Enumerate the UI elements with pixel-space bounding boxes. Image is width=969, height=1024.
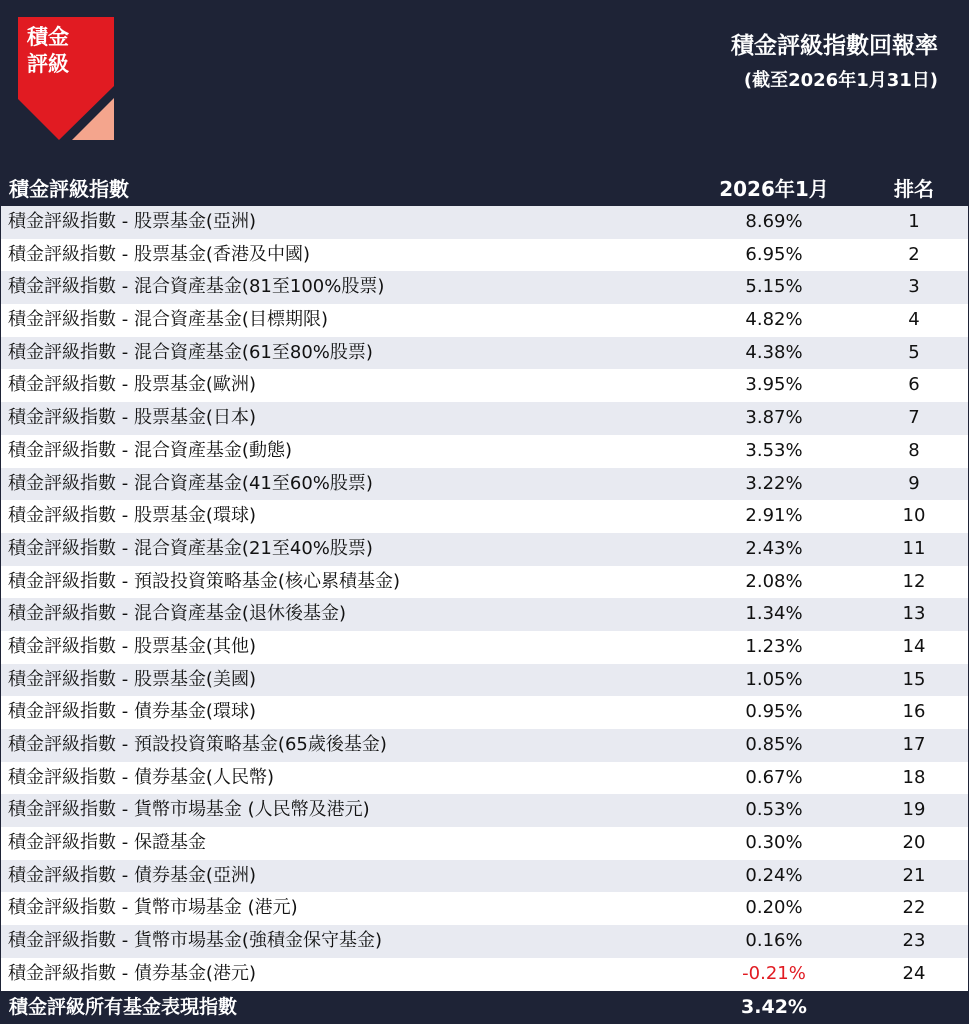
index-rank: 14 — [902, 635, 926, 657]
index-name: 積金評級指數 - 債券基金(環球) — [8, 701, 256, 723]
index-return: 1.05% — [745, 668, 803, 690]
title-block — [731, 29, 938, 96]
index-return: 2.91% — [745, 505, 803, 527]
table-row — [1, 925, 968, 958]
index-rank: 9 — [908, 472, 920, 494]
index-return: 6.95% — [745, 243, 803, 265]
index-name: 積金評級指數 - 混合資產基金(目標期限) — [8, 309, 328, 331]
index-name: 積金評級指數 - 股票基金(歐洲) — [8, 374, 256, 396]
footer-index-name: 積金評級所有基金表現指數 — [9, 996, 238, 1018]
index-rank: 24 — [902, 962, 926, 984]
mpf-ratings-logo — [18, 1, 114, 143]
index-return: 0.20% — [745, 897, 803, 919]
table-row — [1, 729, 968, 762]
table-row — [1, 631, 968, 664]
index-name: 積金評級指數 - 預設投資策略基金(核心累積基金) — [8, 570, 400, 592]
index-rank: 4 — [908, 309, 920, 331]
index-return: -0.21% — [742, 962, 806, 984]
index-return: 3.53% — [745, 439, 803, 461]
index-name: 積金評級指數 - 混合資產基金(動態) — [8, 439, 292, 461]
index-return: 3.87% — [745, 407, 803, 429]
table-row — [1, 696, 968, 729]
index-name: 積金評級指數 - 混合資產基金(41至60%股票) — [8, 472, 373, 494]
table-row — [1, 566, 968, 599]
table-row — [1, 468, 968, 501]
table-row — [1, 304, 968, 337]
index-rank: 13 — [902, 603, 926, 625]
index-name: 積金評級指數 - 債券基金(港元) — [8, 962, 256, 984]
index-name: 積金評級指數 - 混合資產基金(61至80%股票) — [8, 341, 373, 363]
index-name: 積金評級指數 - 股票基金(其他) — [8, 635, 256, 657]
table-row — [1, 533, 968, 566]
column-header-month: 2026年1月 — [719, 177, 829, 201]
index-return: 4.82% — [745, 309, 803, 331]
table-row — [1, 369, 968, 402]
index-return: 0.53% — [745, 799, 803, 821]
index-name: 積金評級指數 - 股票基金(美國) — [8, 668, 256, 690]
logo-text-line2: 評級 — [27, 52, 69, 76]
index-rank: 2 — [908, 243, 920, 265]
index-return: 2.43% — [745, 537, 803, 559]
index-name: 積金評級指數 - 股票基金(亞洲) — [8, 211, 256, 232]
index-name: 積金評級指數 - 貨幣市場基金 (港元) — [8, 897, 298, 919]
index-return: 5.15% — [745, 276, 803, 298]
table-row — [1, 435, 968, 468]
index-name: 積金評級指數 - 債券基金(亞洲) — [8, 864, 256, 886]
table-row — [1, 892, 968, 925]
table-row — [1, 762, 968, 795]
index-rank: 18 — [902, 766, 926, 788]
column-header-rank: 排名 — [894, 177, 934, 201]
table-row — [1, 206, 968, 239]
index-rank: 3 — [908, 276, 920, 298]
table-row — [1, 664, 968, 697]
index-rank: 21 — [902, 864, 926, 886]
index-rank: 7 — [908, 407, 920, 429]
index-name: 積金評級指數 - 貨幣市場基金(強積金保守基金) — [8, 930, 382, 952]
table-row — [1, 860, 968, 893]
table-footer — [1, 991, 968, 1023]
index-name: 積金評級指數 - 預設投資策略基金(65歲後基金) — [8, 734, 387, 755]
table-body — [1, 206, 968, 991]
table-row — [1, 271, 968, 304]
index-rank: 23 — [902, 930, 926, 952]
index-name: 積金評級指數 - 股票基金(日本) — [8, 407, 256, 429]
index-return: 0.95% — [745, 701, 803, 723]
index-rank: 16 — [902, 701, 926, 723]
table-row — [1, 958, 968, 991]
index-return: 3.22% — [745, 472, 803, 494]
table-row — [1, 827, 968, 860]
page-title: 積金評級指數回報率 — [731, 33, 938, 59]
table-row — [1, 337, 968, 370]
index-rank: 19 — [902, 799, 926, 821]
table-row — [1, 794, 968, 827]
index-rank: 15 — [902, 668, 926, 690]
table-row — [1, 402, 968, 435]
table-row — [1, 500, 968, 533]
footer-index-return: 3.42% — [741, 996, 807, 1018]
index-return: 1.34% — [745, 603, 803, 625]
index-return: 1.23% — [745, 635, 803, 657]
index-rank: 20 — [902, 832, 926, 854]
index-return: 2.08% — [745, 570, 803, 592]
index-rank: 1 — [908, 211, 920, 232]
header-banner — [1, 1, 968, 172]
table-header — [1, 172, 968, 206]
index-return: 3.95% — [745, 374, 803, 396]
index-name: 積金評級指數 - 股票基金(環球) — [8, 505, 256, 527]
index-rank: 12 — [902, 570, 926, 592]
logo-text-line1: 積金 — [27, 25, 69, 49]
index-rank: 6 — [908, 374, 920, 396]
index-name: 積金評級指數 - 貨幣市場基金 (人民幣及港元) — [8, 799, 370, 821]
index-return: 8.69% — [745, 211, 803, 232]
index-name: 積金評級指數 - 股票基金(香港及中國) — [8, 243, 310, 265]
table-row — [1, 239, 968, 272]
index-return: 4.38% — [745, 341, 803, 363]
index-return: 0.85% — [745, 734, 803, 755]
index-return: 0.30% — [745, 832, 803, 854]
index-name: 積金評級指數 - 保證基金 — [8, 832, 206, 854]
index-return: 0.16% — [745, 930, 803, 952]
column-header-index: 積金評級指數 — [9, 177, 129, 201]
index-rank: 5 — [908, 341, 920, 363]
page-subtitle: (截至2026年1月31日) — [743, 70, 938, 91]
table-row — [1, 598, 968, 631]
index-rank: 17 — [902, 734, 926, 755]
index-name: 積金評級指數 - 混合資產基金(退休後基金) — [8, 603, 346, 625]
index-rank: 22 — [902, 897, 926, 919]
index-return: 0.67% — [745, 766, 803, 788]
index-name: 積金評級指數 - 混合資產基金(21至40%股票) — [8, 537, 373, 559]
index-return: 0.24% — [745, 864, 803, 886]
index-rank: 11 — [902, 537, 926, 559]
index-name: 積金評級指數 - 混合資產基金(81至100%股票) — [8, 276, 385, 298]
index-name: 積金評級指數 - 債券基金(人民幣) — [8, 766, 274, 788]
index-rank: 8 — [908, 439, 920, 461]
index-rank: 10 — [902, 505, 926, 527]
